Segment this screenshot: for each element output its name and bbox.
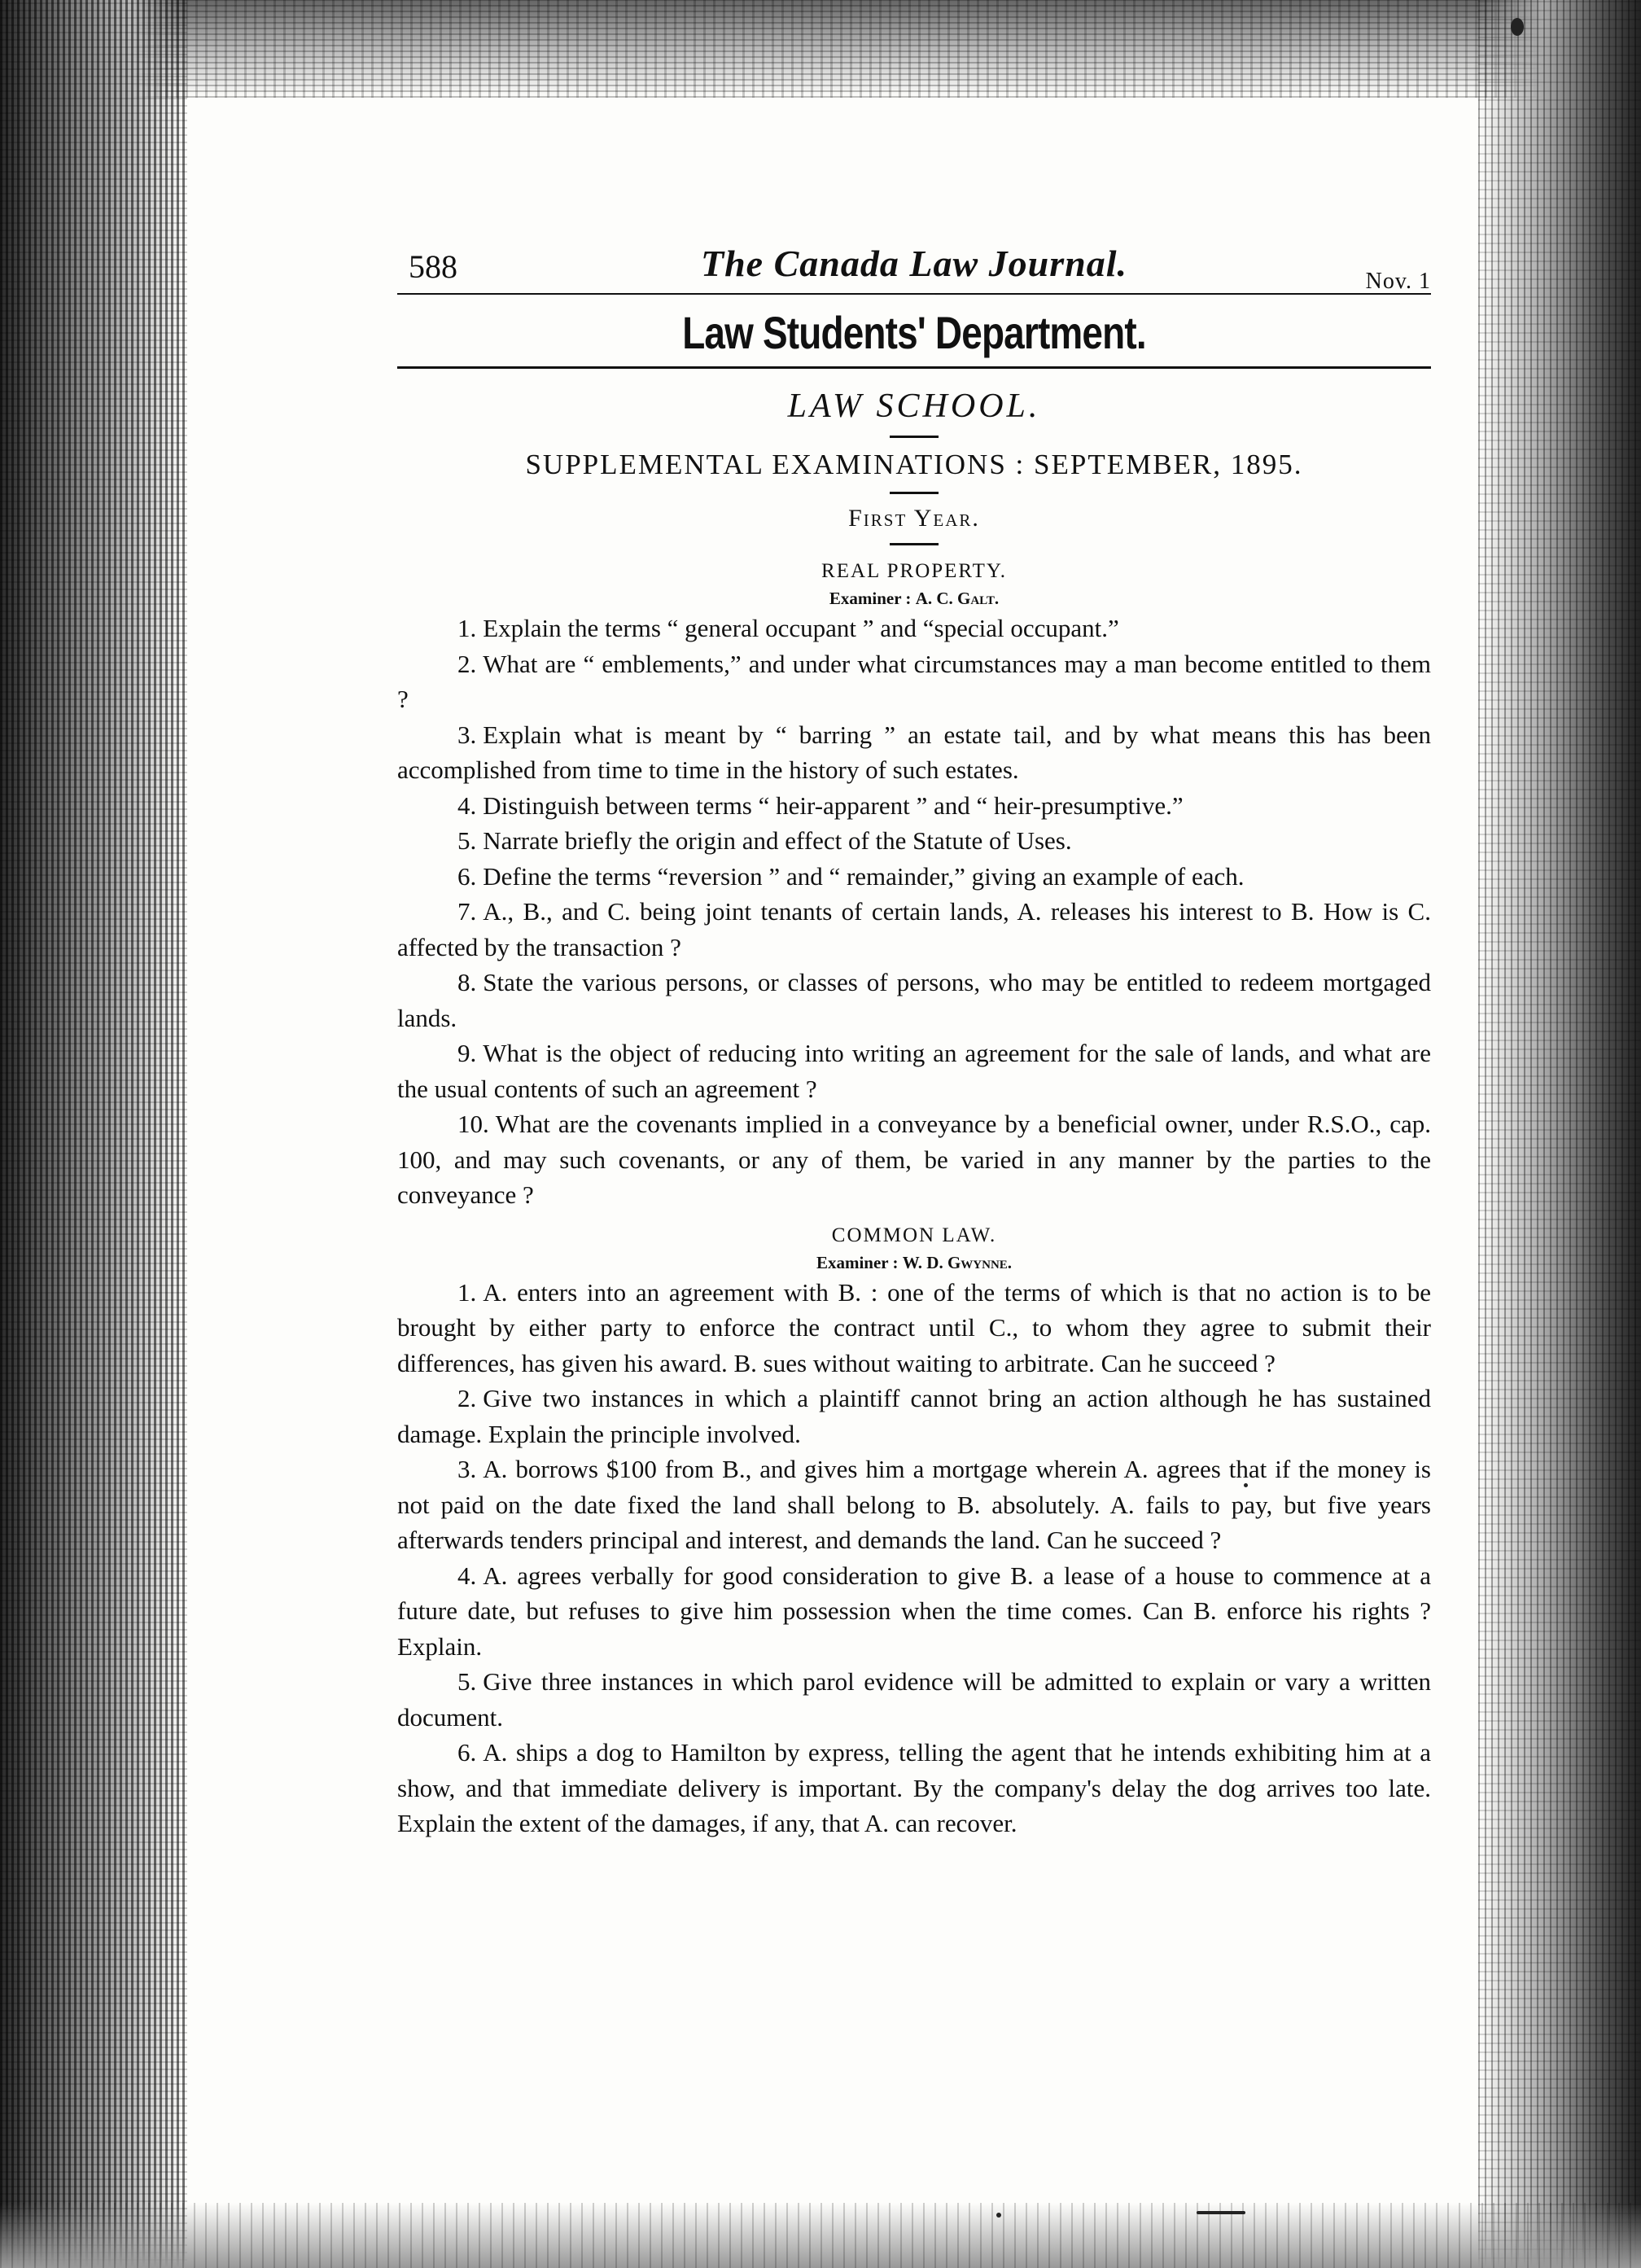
question [397,1451,1431,1558]
heading-rule [397,366,1431,369]
question [397,611,1431,646]
question-number: 8. [457,968,477,996]
scan-noise-top [0,0,1641,98]
question-text: Give two instances in which a plaintiff cannot bring an action although he has sustained damage. Explain the principle involved. [397,1384,1431,1448]
section-subject: COMMON LAW. [831,1224,997,1246]
question [397,788,1431,824]
scan-speck [996,2213,1001,2218]
question-text: What are “ emblements,” and under what circumstances may a man become entitled to them ? [397,649,1431,713]
page-number: 588 [409,248,457,285]
question-text: What are the covenants implied in a conveyance by a beneficial owner, under R.S.O., cap. 100, and may such covenants, or any of them, be varied in any manner by the parties to the conveyance ? [397,1110,1431,1209]
question [397,717,1431,788]
question-number: 6. [457,861,477,891]
examiner-label: Examiner : [816,1252,899,1272]
scan-speck [1511,18,1524,36]
question [397,1558,1431,1665]
question-text: Narrate briefly the origin and effect of the Statute of Uses. [483,826,1072,855]
question-text: Give three instances in which parol evidence will be admitted to explain or vary a written document. [397,1667,1431,1732]
issue-date: Nov. 1 [1365,269,1431,294]
question-text: A. borrows $100 from B., and gives him a mortgage wherein A. agrees that if the money is not paid on the date fixed the land shall belong to B. absolutely. A. fails to pay, but five years afterwards tenders principal and interest, and demands the land. Can he succeed ? [397,1455,1431,1554]
question-number: 6. [457,1738,477,1767]
question [397,965,1431,1035]
question-text: A. ships a dog to Hamilton by express, telling the agent that he intends exhibiting him at a show, and that immediate delivery is important. By the company's delay the dog arrives too late. Explain the extent of the damages, if any, that A. can recover. [397,1738,1431,1837]
question-number: 3. [457,1455,477,1483]
exam-title: SUPPLEMENTAL EXAMINATIONS : SEPTEMBER, 1895. [525,449,1303,480]
question [397,1275,1431,1381]
scan-speck [1197,2211,1245,2214]
short-rule [890,492,939,494]
question [397,859,1431,895]
department-heading: Law Students' Department. [682,307,1146,358]
question-text: Define the terms “reversion ” and “ remainder,” giving an example of each. [483,861,1245,891]
question [397,823,1431,859]
short-rule [890,543,939,545]
scan-noise-left [0,0,187,2268]
question [397,1664,1431,1735]
section-examiner [397,586,1431,611]
scan-noise-bottom [0,2203,1641,2268]
question-text: Explain what is meant by “ barring ” an estate tail, and by what means this has been accomplished from time to time in the history of such estates. [397,720,1431,784]
question-text: Explain the terms “ general occupant ” and “special occupant.” [483,614,1119,642]
question-number: 2. [457,649,477,678]
question-number: 5. [457,1667,477,1696]
journal-title: The Canada Law Journal. [701,243,1127,284]
question-number: 1. [457,614,477,642]
year-heading: First Year. [848,505,980,532]
scan-noise-right [1478,0,1641,2268]
question [397,894,1431,965]
question-text: Distinguish between terms “ heir-apparent ” and “ heir-presumptive.” [483,790,1184,820]
section-subject: REAL PROPERTY. [821,560,1007,582]
question-number: 5. [457,826,477,855]
question-text: A., B., and C. being joint tenants of certain lands, A. releases his interest to B. How is C. affected by the transaction ? [397,897,1431,961]
question-number: 10. [457,1110,489,1138]
section-examiner [397,1250,1431,1275]
short-rule [890,436,939,438]
examiner-label: Examiner : [829,589,912,608]
article-page [397,244,1431,1841]
question-text: A. enters into an agreement with B. : one of the terms of which is that no action is to be brought by either party to enforce the contract until C., to whom they agree to submit their differences, has given his award. B. sues without waiting to arbitrate. Can he succeed ? [397,1277,1431,1377]
school-heading: LAW SCHOOL. [787,387,1041,425]
question-number: 4. [457,790,477,820]
question-number: 7. [457,897,477,926]
question-text: A. agrees verbally for good consideration to give B. a lease of a house to commence at a future date, but refuses to give him possession when the time comes. Can B. enforce his rights ? Explain. [397,1561,1431,1661]
question [397,1735,1431,1841]
question-number: 1. [457,1277,477,1307]
question [397,1035,1431,1106]
question [397,1106,1431,1213]
question-number: 9. [457,1039,477,1067]
question-text: State the various persons, or classes of persons, who may be entitled to redeem mortgaged lands. [397,968,1431,1032]
question-number: 4. [457,1561,477,1590]
question-number: 3. [457,720,477,749]
question [397,1381,1431,1451]
question [397,646,1431,717]
examiner-name: W. D. Gwynne. [902,1252,1013,1272]
running-head [397,244,1431,295]
examiner-name: A. C. Galt. [915,589,1000,608]
question-text: What is the object of reducing into writing an agreement for the sale of lands, and what are the usual contents of such an agreement ? [397,1039,1431,1103]
question-number: 2. [457,1384,477,1412]
